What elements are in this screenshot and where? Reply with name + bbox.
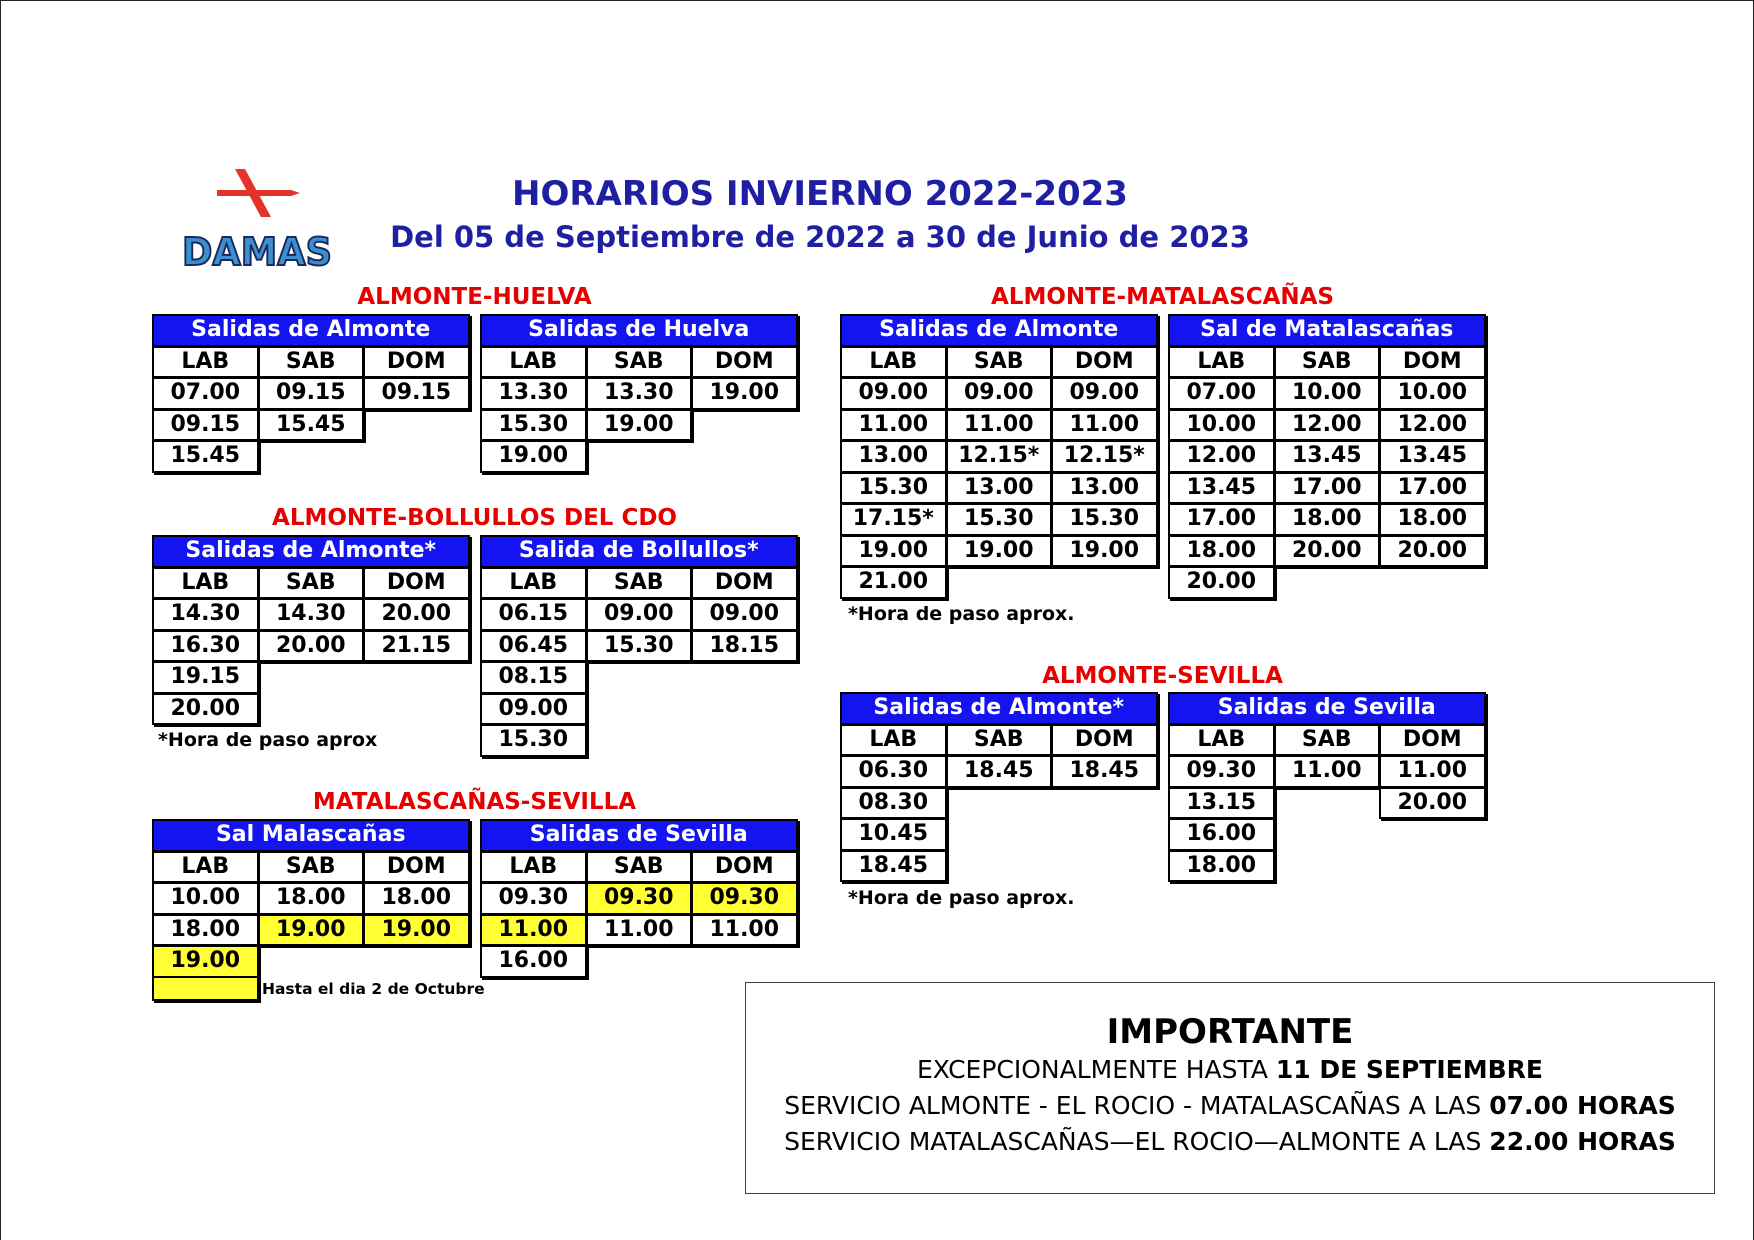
timetable-header: Salidas de Almonte* xyxy=(840,692,1158,725)
page-title: HORARIOS INVIERNO 2022-2023 xyxy=(512,174,1128,214)
time-cell: 16.00 xyxy=(480,945,587,978)
logo-wordmark: DAMAS xyxy=(182,230,332,274)
time-cell: 21.00 xyxy=(840,566,947,599)
time-cell: 11.00 xyxy=(1051,409,1158,442)
time-cell: 09.00 xyxy=(691,598,798,631)
column-header-dom: DOM xyxy=(691,567,798,600)
time-cell: 07.00 xyxy=(1168,377,1275,410)
column-header-sab: SAB xyxy=(586,346,693,379)
time-cell: 06.30 xyxy=(840,755,947,788)
time-cell: 14.30 xyxy=(258,598,365,631)
highlighted-time-cell: 19.00 xyxy=(363,914,470,947)
time-cell: 13.15 xyxy=(1168,787,1275,820)
important-title: IMPORTANTE xyxy=(1106,1012,1354,1052)
route-title: MATALASCAÑAS-SEVILLA xyxy=(312,789,637,815)
timetable-header: Salidas de Sevilla xyxy=(480,819,798,852)
time-cell: 09.00 xyxy=(840,377,947,410)
time-cell: 19.15 xyxy=(152,661,259,694)
time-cell: 09.00 xyxy=(946,377,1053,410)
time-cell: 13.00 xyxy=(1051,472,1158,505)
time-cell: 16.30 xyxy=(152,630,259,663)
time-cell: 20.00 xyxy=(1274,535,1381,568)
time-cell: 10.00 xyxy=(1379,377,1486,410)
timetable-salidas-almonte xyxy=(840,692,1157,881)
time-cell: 15.30 xyxy=(586,630,693,663)
timetable-header: Salidas de Huelva xyxy=(480,314,798,347)
time-cell: 21.15 xyxy=(363,630,470,663)
column-header-lab: LAB xyxy=(152,851,259,884)
timetable-salidas-almonte xyxy=(152,535,469,724)
important-line xyxy=(746,1124,1714,1160)
time-cell: 19.00 xyxy=(691,377,798,410)
timetable-salidas-huelva xyxy=(480,314,797,472)
time-cell: 18.45 xyxy=(1051,755,1158,788)
time-cell: 13.00 xyxy=(840,440,947,473)
time-cell: 09.00 xyxy=(1051,377,1158,410)
column-header-dom: DOM xyxy=(1379,724,1486,757)
timetable-header: Salidas de Sevilla xyxy=(1168,692,1486,725)
time-cell: 09.30 xyxy=(1168,755,1275,788)
time-cell: 18.00 xyxy=(258,882,365,915)
time-cell: 12.15* xyxy=(1051,440,1158,473)
page-subtitle: Del 05 de Septiembre de 2022 a 30 de Junio de 2023 xyxy=(390,220,1250,254)
time-cell: 20.00 xyxy=(1379,535,1486,568)
column-header-sab: SAB xyxy=(258,346,365,379)
time-cell: 06.45 xyxy=(480,630,587,663)
time-cell: 12.00 xyxy=(1168,440,1275,473)
column-header-dom: DOM xyxy=(1379,346,1486,379)
column-header-sab: SAB xyxy=(946,346,1053,379)
time-cell: 11.00 xyxy=(1379,755,1486,788)
time-cell: 13.45 xyxy=(1168,472,1275,505)
column-header-sab: SAB xyxy=(1274,724,1381,757)
time-cell: 19.00 xyxy=(586,409,693,442)
timetable-header: Sal Malascañas xyxy=(152,819,470,852)
time-cell: 17.00 xyxy=(1168,503,1275,536)
time-cell: 08.30 xyxy=(840,787,947,820)
time-cell: 18.45 xyxy=(840,850,947,883)
route-title: ALMONTE-HUELVA xyxy=(357,284,592,310)
highlighted-time-cell: 11.00 xyxy=(480,914,587,947)
important-line-text: SERVICIO ALMONTE - EL ROCIO - MATALASCAÑAS A LAS xyxy=(784,1091,1482,1120)
time-cell: 10.00 xyxy=(152,882,259,915)
red-arrow-logo-icon xyxy=(217,169,300,217)
time-cell: 15.30 xyxy=(946,503,1053,536)
column-header-sab: SAB xyxy=(258,567,365,600)
time-cell: 18.00 xyxy=(1379,503,1486,536)
time-cell: 15.30 xyxy=(840,472,947,505)
time-cell: 20.00 xyxy=(363,598,470,631)
time-cell: 17.00 xyxy=(1274,472,1381,505)
column-header-lab: LAB xyxy=(840,346,947,379)
time-cell: 11.00 xyxy=(840,409,947,442)
timetable-header: Sal de Matalascañas xyxy=(1168,314,1486,347)
time-cell: 09.00 xyxy=(586,598,693,631)
route-title: ALMONTE-BOLLULLOS DEL CDO xyxy=(272,505,677,531)
timetable-sal-matalascanas xyxy=(1168,314,1485,598)
footnote: *Hora de paso aprox. xyxy=(848,887,1075,909)
time-cell: 19.00 xyxy=(840,535,947,568)
time-cell: 07.00 xyxy=(152,377,259,410)
highlighted-time-cell: 09.30 xyxy=(691,882,798,915)
time-cell: 13.45 xyxy=(1379,440,1486,473)
time-cell: 12.15* xyxy=(946,440,1053,473)
time-cell: 12.00 xyxy=(1274,409,1381,442)
time-cell: 17.00 xyxy=(1379,472,1486,505)
column-header-lab: LAB xyxy=(1168,346,1275,379)
important-notice xyxy=(745,982,1715,1194)
time-cell: 13.30 xyxy=(480,377,587,410)
time-cell: 18.00 xyxy=(1274,503,1381,536)
column-header-sab: SAB xyxy=(586,567,693,600)
time-cell: 15.30 xyxy=(480,409,587,442)
legend-text: Hasta el dia 2 de Octubre xyxy=(262,980,485,998)
time-cell: 11.00 xyxy=(1274,755,1381,788)
highlighted-time-cell: 19.00 xyxy=(152,945,259,978)
column-header-dom: DOM xyxy=(363,346,470,379)
important-line xyxy=(746,1052,1714,1088)
time-cell: 20.00 xyxy=(152,693,259,726)
time-cell: 09.15 xyxy=(258,377,365,410)
time-cell: 20.00 xyxy=(258,630,365,663)
timetable-salidas-sevilla xyxy=(1168,692,1485,881)
time-cell: 18.00 xyxy=(363,882,470,915)
time-cell: 18.15 xyxy=(691,630,798,663)
time-cell: 12.00 xyxy=(1379,409,1486,442)
column-header-dom: DOM xyxy=(1051,346,1158,379)
column-header-lab: LAB xyxy=(480,851,587,884)
time-cell: 17.15* xyxy=(840,503,947,536)
route-title: ALMONTE-MATALASCAÑAS xyxy=(990,284,1334,310)
time-cell: 13.45 xyxy=(1274,440,1381,473)
timetable-salidas-almonte xyxy=(152,314,469,472)
column-header-dom: DOM xyxy=(691,346,798,379)
timetable-salidas-sevilla xyxy=(480,819,797,977)
time-cell: 19.00 xyxy=(946,535,1053,568)
time-cell: 10.00 xyxy=(1274,377,1381,410)
time-cell: 10.00 xyxy=(1168,409,1275,442)
column-header-dom: DOM xyxy=(691,851,798,884)
column-header-sab: SAB xyxy=(946,724,1053,757)
footnote: *Hora de paso aprox xyxy=(158,729,378,751)
column-header-lab: LAB xyxy=(480,567,587,600)
legend-swatch xyxy=(152,976,259,1001)
time-cell: 13.00 xyxy=(946,472,1053,505)
time-cell: 09.15 xyxy=(363,377,470,410)
time-cell: 09.00 xyxy=(480,693,587,726)
time-cell: 10.45 xyxy=(840,818,947,851)
time-cell: 15.45 xyxy=(258,409,365,442)
important-line-text: EXCEPCIONALMENTE HASTA xyxy=(916,1055,1268,1084)
time-cell: 20.00 xyxy=(1168,566,1275,599)
footnote: *Hora de paso aprox. xyxy=(848,603,1075,625)
important-line-emphasis: 22.00 HORAS xyxy=(1489,1127,1676,1156)
timetable-header: Salidas de Almonte* xyxy=(152,535,470,568)
important-line-emphasis: 11 DE SEPTIEMBRE xyxy=(1275,1055,1544,1084)
column-header-sab: SAB xyxy=(1274,346,1381,379)
time-cell: 19.00 xyxy=(1051,535,1158,568)
highlighted-time-cell: 19.00 xyxy=(258,914,365,947)
time-cell: 20.00 xyxy=(1379,787,1486,820)
time-cell: 13.30 xyxy=(586,377,693,410)
time-cell: 14.30 xyxy=(152,598,259,631)
column-header-lab: LAB xyxy=(152,567,259,600)
timetable-salida-bollullos xyxy=(480,535,797,756)
time-cell: 11.00 xyxy=(691,914,798,947)
time-cell: 15.30 xyxy=(480,724,587,757)
time-cell: 11.00 xyxy=(946,409,1053,442)
column-header-lab: LAB xyxy=(152,346,259,379)
column-header-lab: LAB xyxy=(840,724,947,757)
time-cell: 15.45 xyxy=(152,440,259,473)
column-header-sab: SAB xyxy=(258,851,365,884)
column-header-dom: DOM xyxy=(1051,724,1158,757)
time-cell: 06.15 xyxy=(480,598,587,631)
column-header-dom: DOM xyxy=(363,851,470,884)
important-line-emphasis: 07.00 HORAS xyxy=(1489,1091,1676,1120)
time-cell: 11.00 xyxy=(586,914,693,947)
time-cell: 16.00 xyxy=(1168,818,1275,851)
important-line-text: SERVICIO MATALASCAÑAS—EL ROCIO—ALMONTE A LAS xyxy=(784,1127,1482,1156)
time-cell: 19.00 xyxy=(480,440,587,473)
time-cell: 18.00 xyxy=(152,914,259,947)
column-header-lab: LAB xyxy=(480,346,587,379)
time-cell: 18.00 xyxy=(1168,850,1275,883)
column-header-lab: LAB xyxy=(1168,724,1275,757)
column-header-dom: DOM xyxy=(363,567,470,600)
timetable-salidas-almonte xyxy=(840,314,1157,598)
highlighted-time-cell: 09.30 xyxy=(586,882,693,915)
timetable-header: Salidas de Almonte xyxy=(152,314,470,347)
damas-logo xyxy=(179,165,339,277)
time-cell: 18.45 xyxy=(946,755,1053,788)
column-header-sab: SAB xyxy=(586,851,693,884)
important-line xyxy=(746,1088,1714,1124)
timetable-header: Salida de Bollullos* xyxy=(480,535,798,568)
timetable-header: Salidas de Almonte xyxy=(840,314,1158,347)
time-cell: 15.30 xyxy=(1051,503,1158,536)
timetable-sal-malascanas xyxy=(152,819,469,977)
time-cell: 09.15 xyxy=(152,409,259,442)
time-cell: 08.15 xyxy=(480,661,587,694)
time-cell: 18.00 xyxy=(1168,535,1275,568)
route-title: ALMONTE-SEVILLA xyxy=(1042,663,1283,689)
time-cell: 09.30 xyxy=(480,882,587,915)
